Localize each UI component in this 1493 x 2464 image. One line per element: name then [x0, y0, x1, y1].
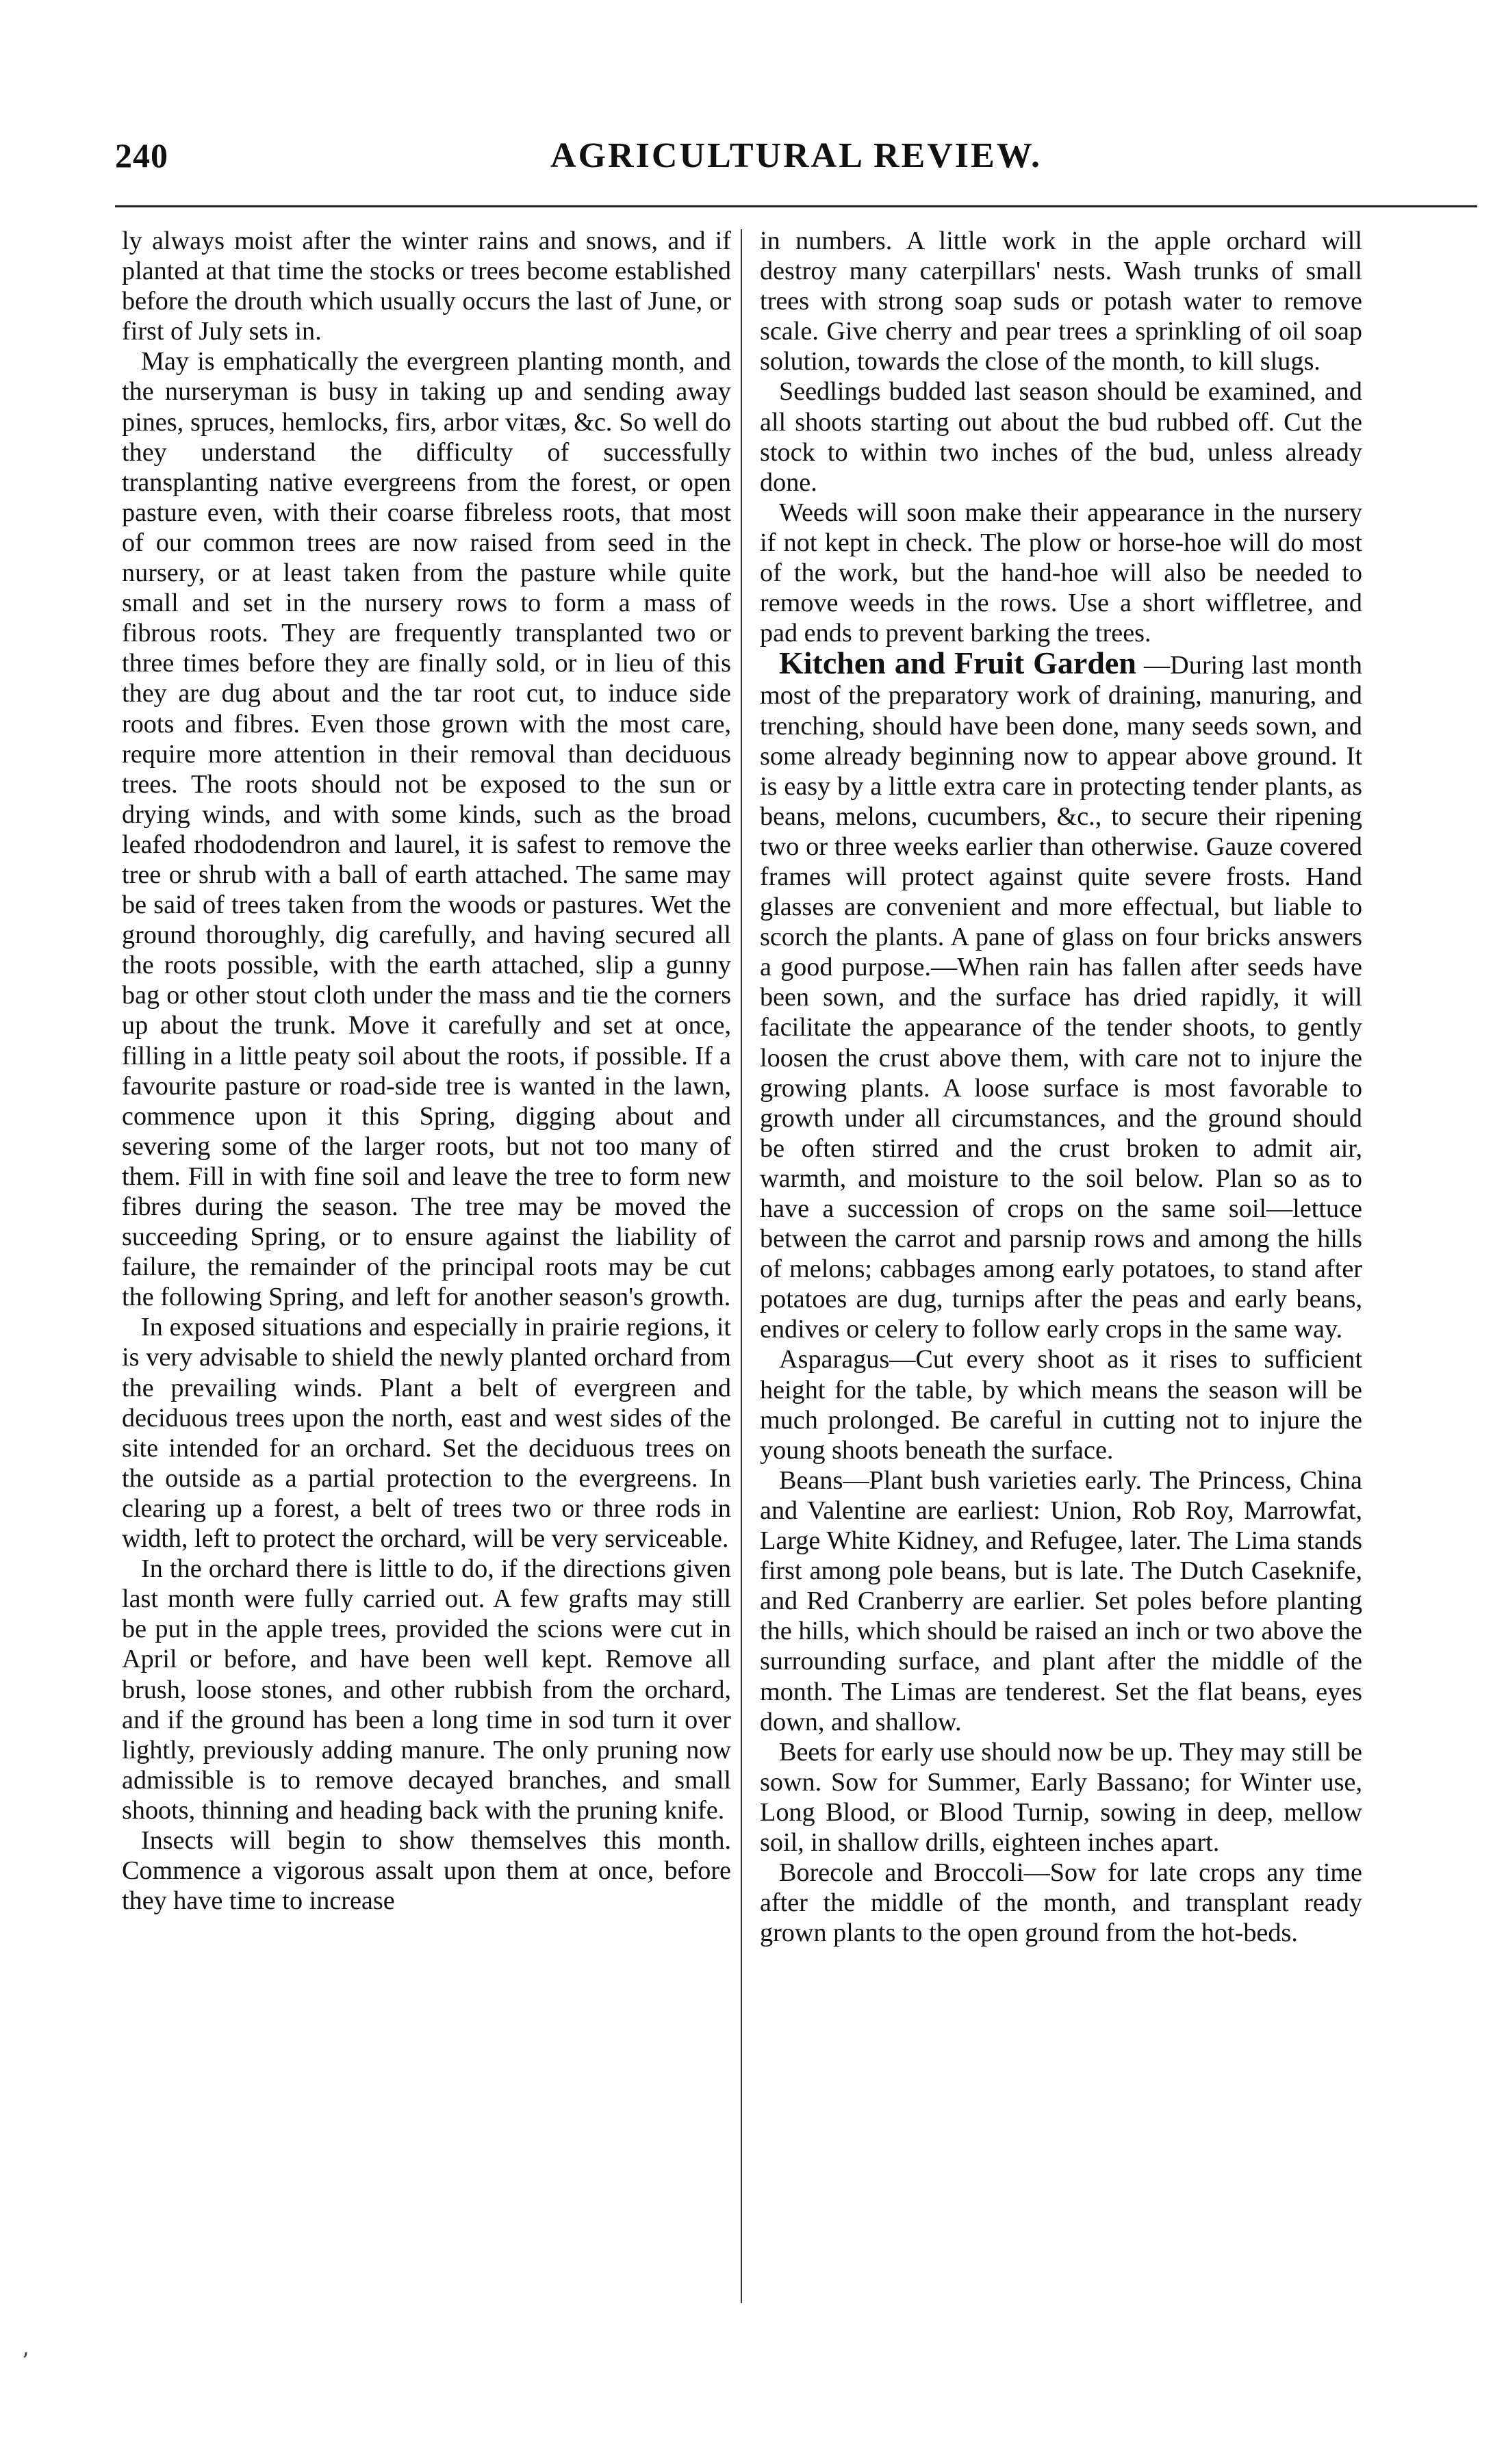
page-header — [115, 136, 1477, 190]
page-number: 240 — [115, 136, 168, 175]
column-divider — [741, 229, 742, 2303]
paragraph: In exposed situations and especially in prairie regions, it is very advisable to shield the newly planted orchard from the prevailing winds. Plant a belt of evergreen and deciduous trees upon the north, east and west sides of the site intended for an orchard. Set the deciduous trees on the outside as a partial protection to the evergreens. In clearing up a forest, a belt of trees two or three rods in width, left to protect the orchard, will be very serviceable. — [122, 1313, 731, 1554]
paragraph: Insects will begin to show themselves this month. Commence a vigorous assalt upon them at once, before they have time to increase — [122, 1825, 731, 1916]
paragraph: Seedlings budded last season should be examined, and all shoots starting out about the bud rubbed off. Cut the stock to within two inches of the bud, unless already done. — [760, 377, 1362, 497]
section-paragraph — [760, 645, 1362, 1344]
paragraph: in numbers. A little work in the apple orchard will destroy many caterpillars' nests. Wash trunks of small trees with strong soap suds or potash water to remove scale. Give cherry and pear trees a sprinkling of oil soap solution, towards the close of the month, to kill slugs. — [760, 227, 1362, 376]
running-head-title: AGRICULTURAL REVIEW. — [550, 136, 1042, 175]
section-text: —During last month most of the preparatory work of draining, manuring, and trenching, should have been done, many seeds sown, and some already beginning now to appear above ground. It is easy by a little extra care in protecting tender plants, as beans, melons, cucumbers, &c., to secure their ripening two or three weeks earlier than otherwise. Gauze covered frames will protect against quite severe frosts. Hand glasses are convenient and more effectual, but liable to scorch the plants. A pane of glass on four bricks answers a good purpose.—When rain has fallen after seeds have been sown, and the surface has dried rapidly, it will facilitate the appearance of the tender shoots, to gently loosen the crust above them, with care not to injure the growing plants. A loose surface is most favorable to growth under all circumstances, and the ground should be often stirred and the crust broken to admit air, warmth, and moisture to the soil below. Plan so as to have a succession of crops on the same soil—lettuce between the carrot and parsnip rows and among the hills of melons; cabbages among early potatoes, to stand after potatoes are dug, turnips after the peas and early beans, endives or celery to follow early crops in the same way. — [760, 651, 1362, 1344]
paragraph: ly always moist after the winter rains and snows, and if planted at that time the stocks or trees become established before the drouth which usually occurs the last of June, or first of July sets in. — [122, 227, 731, 346]
header-rule — [115, 205, 1477, 207]
section-heading: Kitchen and Fruit Garden — [779, 645, 1136, 681]
paragraph: Borecole and Broccoli—Sow for late crops any time after the middle of the month, and transplant ready grown plants to the open ground from the hot-beds. — [760, 1858, 1362, 1948]
right-column — [760, 226, 1362, 1948]
paragraph: In the orchard there is little to do, if the directions given last month were fully carried out. A few grafts may still be put in the apple trees, provided the scions were cut in April or before, and have been well kept. Remove all brush, loose stones, and other rubbish from the orchard, and if the ground has been a long time in sod turn it over lightly, previously adding manure. The only pruning now admissible is to remove decayed branches, and small shoots, thinning and heading back with the pruning knife. — [122, 1554, 731, 1825]
paragraph: Asparagus—Cut every shoot as it rises to sufficient height for the table, by which means the season will be much prolonged. Be careful in cutting not to injure the young shoots beneath the surface. — [760, 1345, 1362, 1465]
margin-mark: ’ — [22, 2348, 29, 2374]
left-column — [122, 226, 731, 1916]
paragraph: May is emphatically the evergreen planting month, and the nurseryman is busy in taking up and sending away pines, spruces, hemlocks, firs, arbor vitæs, &c. So well do they understand the difficulty of successfully transplanting native evergreens from the forest, or open pasture even, with their coarse fibreless roots, that most of our common trees are now raised from seed in the nursery, or at least taken from the pasture while quite small and set in the nursery rows to form a mass of fibrous roots. They are frequently transplanted two or three times before they are finally sold, or in lieu of this they are dug about and the tar root cut, to induce side roots and fibres. Even those grown with the most care, require more attention in their removal than deciduous trees. The roots should not be exposed to the sun or drying winds, and with some kinds, such as the broad leafed rhododendron and laurel, it is safest to remove the tree or shrub with a ball of earth attached. The same may be said of trees taken from the woods or pastures. Wet the ground thoroughly, dig carefully, and having secured all the roots possible, with the earth attached, slip a gunny bag or other stout cloth under the mass and tie the corners up about the trunk. Move it carefully and set at once, filling in a little peaty soil about the roots, if possible. If a favourite pasture or road-side tree is wanted in the lawn, commence upon it this Spring, digging about and severing some of the larger roots, but not too many of them. Fill in with fine soil and leave the tree to form new fibres during the season. The tree may be moved the succeeding Spring, or to ensure against the liability of failure, the remainder of the principal roots may be cut the following Spring, and left for another season's growth. — [122, 347, 731, 1312]
paragraph: Beets for early use should now be up. They may still be sown. Sow for Summer, Early Bassano; for Winter use, Long Blood, or Blood Turnip, sowing in deep, mellow soil, in shallow drills, eighteen inches apart. — [760, 1737, 1362, 1857]
paragraph: Weeds will soon make their appearance in the nursery if not kept in check. The plow or horse-hoe will do most of the work, but the hand-hoe will also be needed to remove weeds in the rows. Use a short wiffletree, and pad ends to prevent barking the trees. — [760, 498, 1362, 648]
paragraph: Beans—Plant bush varieties early. The Princess, China and Valentine are earliest: Union, Rob Roy, Marrowfat, Large White Kidney, and Refugee, later. The Lima stands first among pole beans, but is late. The Dutch Caseknife, and Red Cranberry are earlier. Set poles before planting the hills, which should be raised an inch or two above the surrounding surface, and plant after the middle of the month. The Limas are tenderest. Set the flat beans, eyes down, and shallow. — [760, 1465, 1362, 1736]
